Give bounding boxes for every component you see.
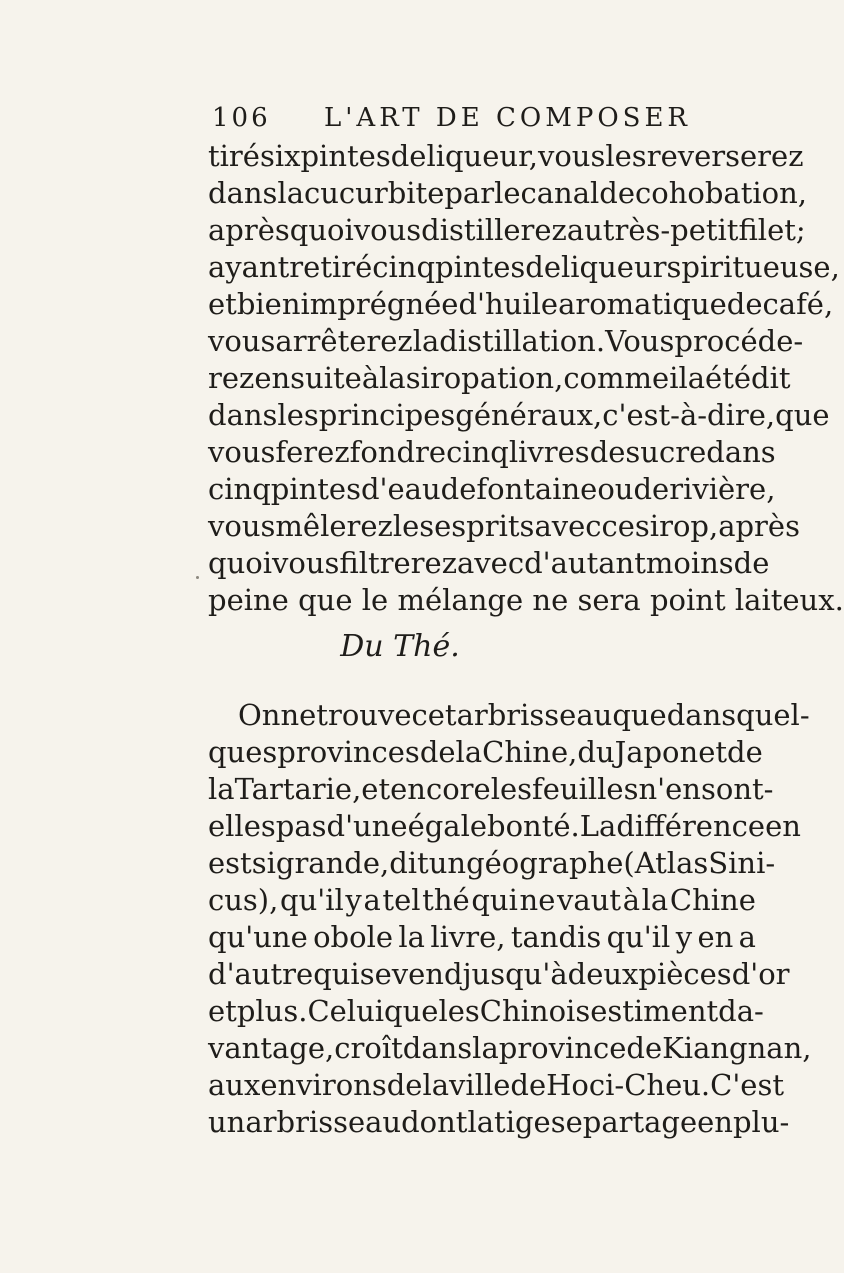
- text-line: vous mêlerez les esprits avec ce sirop, après: [208, 509, 800, 543]
- text-line: cinq pintes d'eau de fontaine ou de rivière ,: [208, 472, 776, 506]
- text-line: elles pas d'une égale bonté. La différence en: [208, 809, 801, 843]
- text-line: d'autre qui se vend jusqu'à deux pièces d'or: [208, 957, 790, 991]
- page-header: [212, 103, 752, 143]
- text-line: peine que le mélange ne sera point laiteux.: [208, 583, 844, 617]
- text-line: dans les principes généraux, c'est-à-dire, que: [208, 398, 830, 432]
- text-line: vous arrêterez la distillation. Vous procéde-: [208, 324, 804, 358]
- paragraph-the: [208, 697, 812, 1141]
- text-line: aux environs de la ville de Hoci-Cheu. C'est: [208, 1068, 784, 1102]
- text-line: la Tartarie, et encore les feuilles n'en sont-: [208, 772, 774, 806]
- text-line: ques provinces de la Chine , du Japon et de: [208, 735, 763, 769]
- text-line: et bien imprégnée d'huile aromatique de café ,: [208, 287, 834, 321]
- text-line: ayant retiré cinq pintes de liqueur spiritueuse,: [208, 250, 840, 284]
- text-line: dans la cucurbite par le canal de cohobation ,: [208, 176, 808, 210]
- text-line: qu'une obole la livre, tandis qu'il y en a: [208, 920, 756, 954]
- text-line: après quoi vous distillerez au très-petit filet;: [208, 213, 806, 247]
- text-line: On ne trouve cet arbrisseau que dans quel-: [238, 698, 810, 732]
- text-line: quoi vous filtrerez avec d'autant moins de: [208, 546, 770, 580]
- running-title: L'ART DE COMPOSER: [324, 103, 692, 133]
- text-line: tiré six pintes de liqueur, vous les reverserez: [208, 139, 804, 173]
- section-title: Du Thé.: [340, 629, 460, 664]
- text-line: rez ensuite à la siropation, comme il a été dit: [208, 361, 791, 395]
- page-number: 106: [212, 103, 271, 133]
- ink-speck: [196, 576, 199, 579]
- text-line: et plus. Celui que les Chinois estiment da-: [208, 994, 764, 1028]
- text-line: un arbrisseau dont la tige se partage en plu-: [208, 1105, 790, 1139]
- text-line: cus), qu'il y a tel thé qui ne vaut à la Chine: [208, 883, 756, 917]
- text-line: est si grande, dit un géographe (Atlas Sini-: [208, 846, 776, 880]
- text-line: vous ferez fondre cinq livres de sucre dans: [208, 435, 776, 469]
- text-line: vantage, croît dans la province de Kiangnan ,: [208, 1031, 812, 1065]
- paragraph-continuation: [208, 138, 844, 619]
